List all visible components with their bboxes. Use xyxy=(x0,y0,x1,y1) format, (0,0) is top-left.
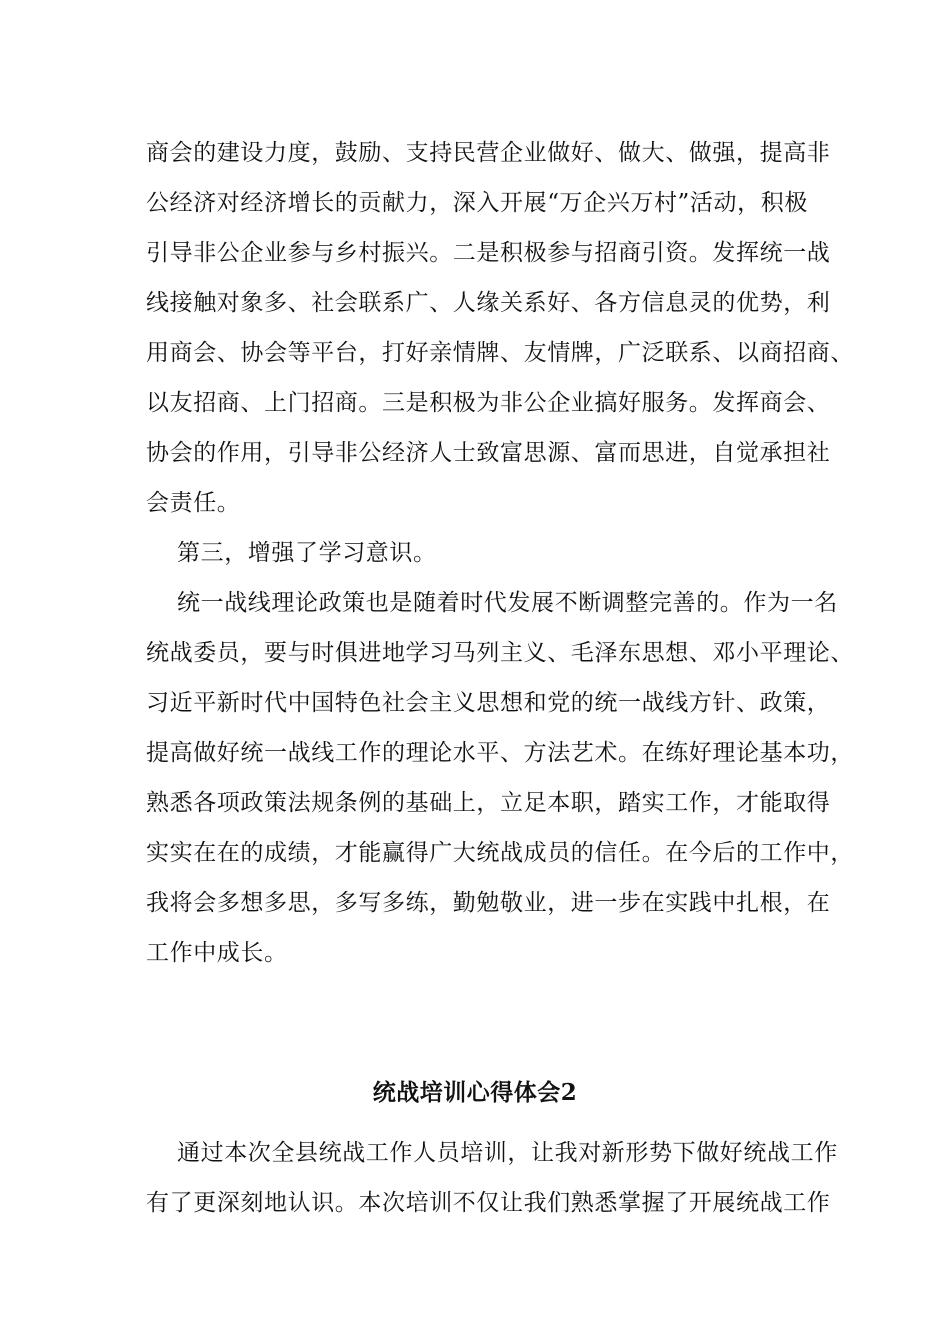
paragraph-line: 会责任。 xyxy=(146,490,241,516)
paragraph-line: 我将会多想多思，多写多练，勤勉敬业，进一步在实践中扎根，在 xyxy=(146,890,831,916)
paragraph-line: 统一战线理论政策也是随着时代发展不断调整完善的。作为一名 xyxy=(177,590,838,616)
paragraph-line: 统战委员，要与时俱进地学习马列主义、毛泽东思想、邓小平理论、 xyxy=(146,640,854,666)
section-heading: 第三，增强了学习意识。 xyxy=(177,540,437,566)
paragraph-line: 习近平新时代中国特色社会主义思想和党的统一战线方针、政策， xyxy=(146,690,831,716)
paragraph-line: 熟悉各项政策法规条例的基础上，立足本职，踏实工作，才能取得 xyxy=(146,790,831,816)
paragraph-line: 实实在在的成绩，才能赢得广大统战成员的信任。在今后的工作中， xyxy=(146,840,854,866)
section-title: 统战培训心得体会2 xyxy=(372,1079,578,1106)
paragraph-line: 用商会、协会等平台，打好亲情牌、友情牌，广泛联系、以商招商、 xyxy=(146,340,854,366)
paragraph-line: 协会的作用，引导非公经济人士致富思源、富而思进，自觉承担社 xyxy=(146,440,831,466)
paragraph-line: 工作中成长。 xyxy=(146,940,288,966)
paragraph-line: 以友招商、上门招商。三是积极为非公企业搞好服务。发挥商会、 xyxy=(146,390,831,416)
paragraph-line: 有了更深刻地认识。本次培训不仅让我们熟悉掌握了开展统战工作 xyxy=(146,1190,831,1216)
paragraph-line: 公经济对经济增长的贡献力，深入开展“万企兴万村”活动，积极 xyxy=(146,190,808,216)
paragraph-line: 通过本次全县统战工作人员培训，让我对新形势下做好统战工作 xyxy=(177,1140,838,1166)
paragraph-line: 线接触对象多、社会联系广、人缘关系好、各方信息灵的优势，利 xyxy=(146,290,831,316)
paragraph-line: 引导非公企业参与乡村振兴。二是积极参与招商引资。发挥统一战 xyxy=(146,240,831,266)
paragraph-line: 提高做好统一战线工作的理论水平、方法艺术。在练好理论基本功， xyxy=(146,740,854,766)
paragraph-line: 商会的建设力度，鼓励、支持民营企业做好、做大、做强，提高非 xyxy=(146,140,831,166)
